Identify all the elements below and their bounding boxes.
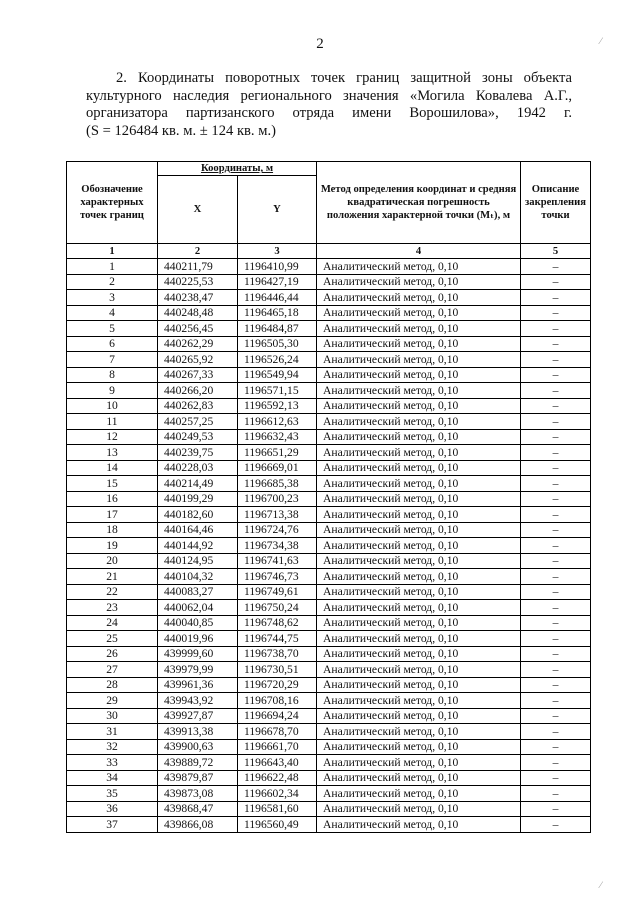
point-number: 28 <box>67 677 158 693</box>
coord-y: 1196410,99 <box>238 259 317 275</box>
method-cell: Аналитический метод, 0,10 <box>317 739 521 755</box>
heading-line-2: культурного наследия регионального значения «Могила Ковалева А.Г., <box>86 87 572 104</box>
coord-x: 440225,53 <box>158 274 238 290</box>
header-point: Обозначение характерных точек границ <box>67 162 158 244</box>
method-cell: Аналитический метод, 0,10 <box>317 693 521 709</box>
coord-x: 440257,25 <box>158 414 238 430</box>
method-cell: Аналитический метод, 0,10 <box>317 817 521 833</box>
coord-x: 440124,95 <box>158 553 238 569</box>
point-number: 29 <box>67 693 158 709</box>
description-cell: – <box>521 290 591 306</box>
coord-y: 1196730,51 <box>238 662 317 678</box>
coord-y: 1196748,62 <box>238 615 317 631</box>
method-cell: Аналитический метод, 0,10 <box>317 259 521 275</box>
point-number: 24 <box>67 615 158 631</box>
table-row <box>67 305 591 321</box>
coord-y: 1196560,49 <box>238 817 317 833</box>
description-cell: – <box>521 817 591 833</box>
table-row <box>67 553 591 569</box>
coord-x: 440144,92 <box>158 538 238 554</box>
coord-x: 439889,72 <box>158 755 238 771</box>
coord-x: 440019,96 <box>158 631 238 647</box>
method-cell: Аналитический метод, 0,10 <box>317 274 521 290</box>
point-number: 26 <box>67 646 158 662</box>
point-number: 12 <box>67 429 158 445</box>
coord-x: 440262,29 <box>158 336 238 352</box>
description-cell: – <box>521 631 591 647</box>
column-number: 4 <box>317 244 521 259</box>
point-number: 3 <box>67 290 158 306</box>
method-cell: Аналитический метод, 0,10 <box>317 507 521 523</box>
coord-x: 440239,75 <box>158 445 238 461</box>
heading-line-1: 2. Координаты поворотных точек границ защитной зоны объекта <box>116 70 572 86</box>
description-cell: – <box>521 538 591 554</box>
method-cell: Аналитический метод, 0,10 <box>317 476 521 492</box>
method-cell: Аналитический метод, 0,10 <box>317 584 521 600</box>
coord-x: 439913,38 <box>158 724 238 740</box>
method-cell: Аналитический метод, 0,10 <box>317 367 521 383</box>
table-row <box>67 708 591 724</box>
coord-y: 1196713,38 <box>238 507 317 523</box>
point-number: 35 <box>67 786 158 802</box>
table-body <box>67 259 591 833</box>
description-cell: – <box>521 693 591 709</box>
method-cell: Аналитический метод, 0,10 <box>317 662 521 678</box>
header-x: X <box>158 176 238 244</box>
point-number: 34 <box>67 770 158 786</box>
coord-y: 1196581,60 <box>238 801 317 817</box>
method-cell: Аналитический метод, 0,10 <box>317 631 521 647</box>
table-row <box>67 352 591 368</box>
coord-x: 440228,03 <box>158 460 238 476</box>
table-row <box>67 569 591 585</box>
description-cell: – <box>521 724 591 740</box>
coord-y: 1196734,38 <box>238 538 317 554</box>
table-row <box>67 445 591 461</box>
point-number: 20 <box>67 553 158 569</box>
heading-line-4: (S = 126484 кв. м. ± 124 кв. м.) <box>86 122 276 139</box>
method-cell: Аналитический метод, 0,10 <box>317 677 521 693</box>
method-cell: Аналитический метод, 0,10 <box>317 321 521 337</box>
column-number: 1 <box>67 244 158 259</box>
description-cell: – <box>521 677 591 693</box>
description-cell: – <box>521 770 591 786</box>
coord-y: 1196622,48 <box>238 770 317 786</box>
point-number: 30 <box>67 708 158 724</box>
point-number: 7 <box>67 352 158 368</box>
coord-x: 440104,32 <box>158 569 238 585</box>
coord-y: 1196446,44 <box>238 290 317 306</box>
table-row <box>67 755 591 771</box>
table-row <box>67 631 591 647</box>
description-cell: – <box>521 646 591 662</box>
point-number: 13 <box>67 445 158 461</box>
coord-x: 440267,33 <box>158 367 238 383</box>
coord-x: 440249,53 <box>158 429 238 445</box>
coord-x: 440265,92 <box>158 352 238 368</box>
coord-y: 1196427,19 <box>238 274 317 290</box>
table-row <box>67 460 591 476</box>
method-cell: Аналитический метод, 0,10 <box>317 352 521 368</box>
coord-y: 1196724,76 <box>238 522 317 538</box>
table-row <box>67 321 591 337</box>
method-cell: Аналитический метод, 0,10 <box>317 414 521 430</box>
coord-y: 1196746,73 <box>238 569 317 585</box>
method-cell: Аналитический метод, 0,10 <box>317 724 521 740</box>
header-coords: Координаты, м <box>158 162 317 176</box>
coord-y: 1196632,43 <box>238 429 317 445</box>
coord-x: 440262,83 <box>158 398 238 414</box>
point-number: 21 <box>67 569 158 585</box>
method-cell: Аналитический метод, 0,10 <box>317 708 521 724</box>
description-cell: – <box>521 801 591 817</box>
table-row <box>67 538 591 554</box>
document-heading <box>86 70 572 140</box>
coord-x: 440214,49 <box>158 476 238 492</box>
description-cell: – <box>521 600 591 616</box>
description-cell: – <box>521 522 591 538</box>
point-number: 16 <box>67 491 158 507</box>
coord-y: 1196612,63 <box>238 414 317 430</box>
table-row <box>67 507 591 523</box>
table-row <box>67 290 591 306</box>
table-row <box>67 817 591 833</box>
description-cell: – <box>521 398 591 414</box>
description-cell: – <box>521 352 591 368</box>
description-cell: – <box>521 739 591 755</box>
point-number: 2 <box>67 274 158 290</box>
coord-y: 1196549,94 <box>238 367 317 383</box>
table-row <box>67 786 591 802</box>
page-number: 2 <box>316 36 324 52</box>
description-cell: – <box>521 367 591 383</box>
coord-x: 440256,45 <box>158 321 238 337</box>
point-number: 25 <box>67 631 158 647</box>
method-cell: Аналитический метод, 0,10 <box>317 305 521 321</box>
description-cell: – <box>521 662 591 678</box>
table-row <box>67 476 591 492</box>
point-number: 4 <box>67 305 158 321</box>
column-number: 5 <box>521 244 591 259</box>
point-number: 27 <box>67 662 158 678</box>
point-number: 5 <box>67 321 158 337</box>
table-row <box>67 584 591 600</box>
method-cell: Аналитический метод, 0,10 <box>317 755 521 771</box>
point-number: 9 <box>67 383 158 399</box>
coord-y: 1196651,29 <box>238 445 317 461</box>
method-cell: Аналитический метод, 0,10 <box>317 383 521 399</box>
description-cell: – <box>521 584 591 600</box>
method-cell: Аналитический метод, 0,10 <box>317 460 521 476</box>
description-cell: – <box>521 569 591 585</box>
table-row <box>67 274 591 290</box>
coord-x: 439943,92 <box>158 693 238 709</box>
table-row <box>67 770 591 786</box>
method-cell: Аналитический метод, 0,10 <box>317 600 521 616</box>
header-description: Описание закрепления точки <box>521 162 591 244</box>
coord-y: 1196669,01 <box>238 460 317 476</box>
coord-x: 440062,04 <box>158 600 238 616</box>
coord-x: 439900,63 <box>158 739 238 755</box>
scan-mark: ⁄ <box>600 880 602 890</box>
point-number: 14 <box>67 460 158 476</box>
method-cell: Аналитический метод, 0,10 <box>317 553 521 569</box>
table-row <box>67 367 591 383</box>
description-cell: – <box>521 491 591 507</box>
coord-y: 1196741,63 <box>238 553 317 569</box>
table-row <box>67 662 591 678</box>
coord-x: 439927,87 <box>158 708 238 724</box>
description-cell: – <box>521 414 591 430</box>
table-row <box>67 739 591 755</box>
method-cell: Аналитический метод, 0,10 <box>317 429 521 445</box>
point-number: 18 <box>67 522 158 538</box>
method-cell: Аналитический метод, 0,10 <box>317 445 521 461</box>
method-cell: Аналитический метод, 0,10 <box>317 615 521 631</box>
method-cell: Аналитический метод, 0,10 <box>317 786 521 802</box>
coord-x: 439961,36 <box>158 677 238 693</box>
coord-y: 1196643,40 <box>238 755 317 771</box>
header-y: Y <box>238 176 317 244</box>
description-cell: – <box>521 429 591 445</box>
coord-x: 439873,08 <box>158 786 238 802</box>
coord-x: 439866,08 <box>158 817 238 833</box>
point-number: 22 <box>67 584 158 600</box>
coord-y: 1196694,24 <box>238 708 317 724</box>
coord-x: 440182,60 <box>158 507 238 523</box>
coord-y: 1196571,15 <box>238 383 317 399</box>
coordinates-table <box>66 161 591 833</box>
coord-y: 1196465,18 <box>238 305 317 321</box>
point-number: 36 <box>67 801 158 817</box>
table-row <box>67 646 591 662</box>
column-number: 3 <box>238 244 317 259</box>
coord-x: 440040,85 <box>158 615 238 631</box>
point-number: 15 <box>67 476 158 492</box>
header-method: Метод определения координат и средняя квадратическая погрешность положения характерной точки (Mₜ), м <box>317 162 521 244</box>
description-cell: – <box>521 507 591 523</box>
description-cell: – <box>521 708 591 724</box>
table-row <box>67 398 591 414</box>
coord-y: 1196505,30 <box>238 336 317 352</box>
point-number: 11 <box>67 414 158 430</box>
table-row <box>67 429 591 445</box>
table-row <box>67 259 591 275</box>
point-number: 10 <box>67 398 158 414</box>
table-row <box>67 522 591 538</box>
method-cell: Аналитический метод, 0,10 <box>317 290 521 306</box>
table-row <box>67 693 591 709</box>
coord-y: 1196720,29 <box>238 677 317 693</box>
method-cell: Аналитический метод, 0,10 <box>317 491 521 507</box>
description-cell: – <box>521 336 591 352</box>
scan-mark: ⁄ <box>600 36 602 46</box>
coord-x: 440164,46 <box>158 522 238 538</box>
method-cell: Аналитический метод, 0,10 <box>317 569 521 585</box>
description-cell: – <box>521 445 591 461</box>
description-cell: – <box>521 274 591 290</box>
point-number: 32 <box>67 739 158 755</box>
table-row <box>67 336 591 352</box>
method-cell: Аналитический метод, 0,10 <box>317 336 521 352</box>
description-cell: – <box>521 476 591 492</box>
table-row <box>67 383 591 399</box>
coord-x: 440199,29 <box>158 491 238 507</box>
point-number: 17 <box>67 507 158 523</box>
description-cell: – <box>521 383 591 399</box>
description-cell: – <box>521 553 591 569</box>
coord-y: 1196602,34 <box>238 786 317 802</box>
coord-x: 439879,87 <box>158 770 238 786</box>
description-cell: – <box>521 615 591 631</box>
heading-line-3: организатора партизанского отряда имени Ворошилова», 1942 г. <box>86 105 572 121</box>
method-cell: Аналитический метод, 0,10 <box>317 522 521 538</box>
point-number: 31 <box>67 724 158 740</box>
table-row <box>67 414 591 430</box>
coord-x: 440248,48 <box>158 305 238 321</box>
table-row <box>67 677 591 693</box>
coord-y: 1196592,13 <box>238 398 317 414</box>
coord-y: 1196685,38 <box>238 476 317 492</box>
method-cell: Аналитический метод, 0,10 <box>317 801 521 817</box>
method-cell: Аналитический метод, 0,10 <box>317 770 521 786</box>
column-number: 2 <box>158 244 238 259</box>
coord-x: 439868,47 <box>158 801 238 817</box>
coord-y: 1196749,61 <box>238 584 317 600</box>
coord-y: 1196700,23 <box>238 491 317 507</box>
method-cell: Аналитический метод, 0,10 <box>317 646 521 662</box>
point-number: 33 <box>67 755 158 771</box>
coord-y: 1196484,87 <box>238 321 317 337</box>
coord-x: 440083,27 <box>158 584 238 600</box>
table-row <box>67 615 591 631</box>
coord-x: 440238,47 <box>158 290 238 306</box>
coord-y: 1196750,24 <box>238 600 317 616</box>
table-row <box>67 801 591 817</box>
description-cell: – <box>521 460 591 476</box>
coord-x: 439979,99 <box>158 662 238 678</box>
point-number: 8 <box>67 367 158 383</box>
description-cell: – <box>521 259 591 275</box>
coord-x: 439999,60 <box>158 646 238 662</box>
coord-y: 1196678,70 <box>238 724 317 740</box>
description-cell: – <box>521 786 591 802</box>
description-cell: – <box>521 321 591 337</box>
method-cell: Аналитический метод, 0,10 <box>317 538 521 554</box>
coord-y: 1196744,75 <box>238 631 317 647</box>
coord-y: 1196661,70 <box>238 739 317 755</box>
table-row <box>67 724 591 740</box>
description-cell: – <box>521 305 591 321</box>
coord-x: 440266,20 <box>158 383 238 399</box>
table-row <box>67 491 591 507</box>
point-number: 1 <box>67 259 158 275</box>
point-number: 6 <box>67 336 158 352</box>
coord-y: 1196738,70 <box>238 646 317 662</box>
table-row <box>67 600 591 616</box>
coord-y: 1196526,24 <box>238 352 317 368</box>
point-number: 37 <box>67 817 158 833</box>
point-number: 19 <box>67 538 158 554</box>
coord-y: 1196708,16 <box>238 693 317 709</box>
description-cell: – <box>521 755 591 771</box>
point-number: 23 <box>67 600 158 616</box>
method-cell: Аналитический метод, 0,10 <box>317 398 521 414</box>
coord-x: 440211,79 <box>158 259 238 275</box>
